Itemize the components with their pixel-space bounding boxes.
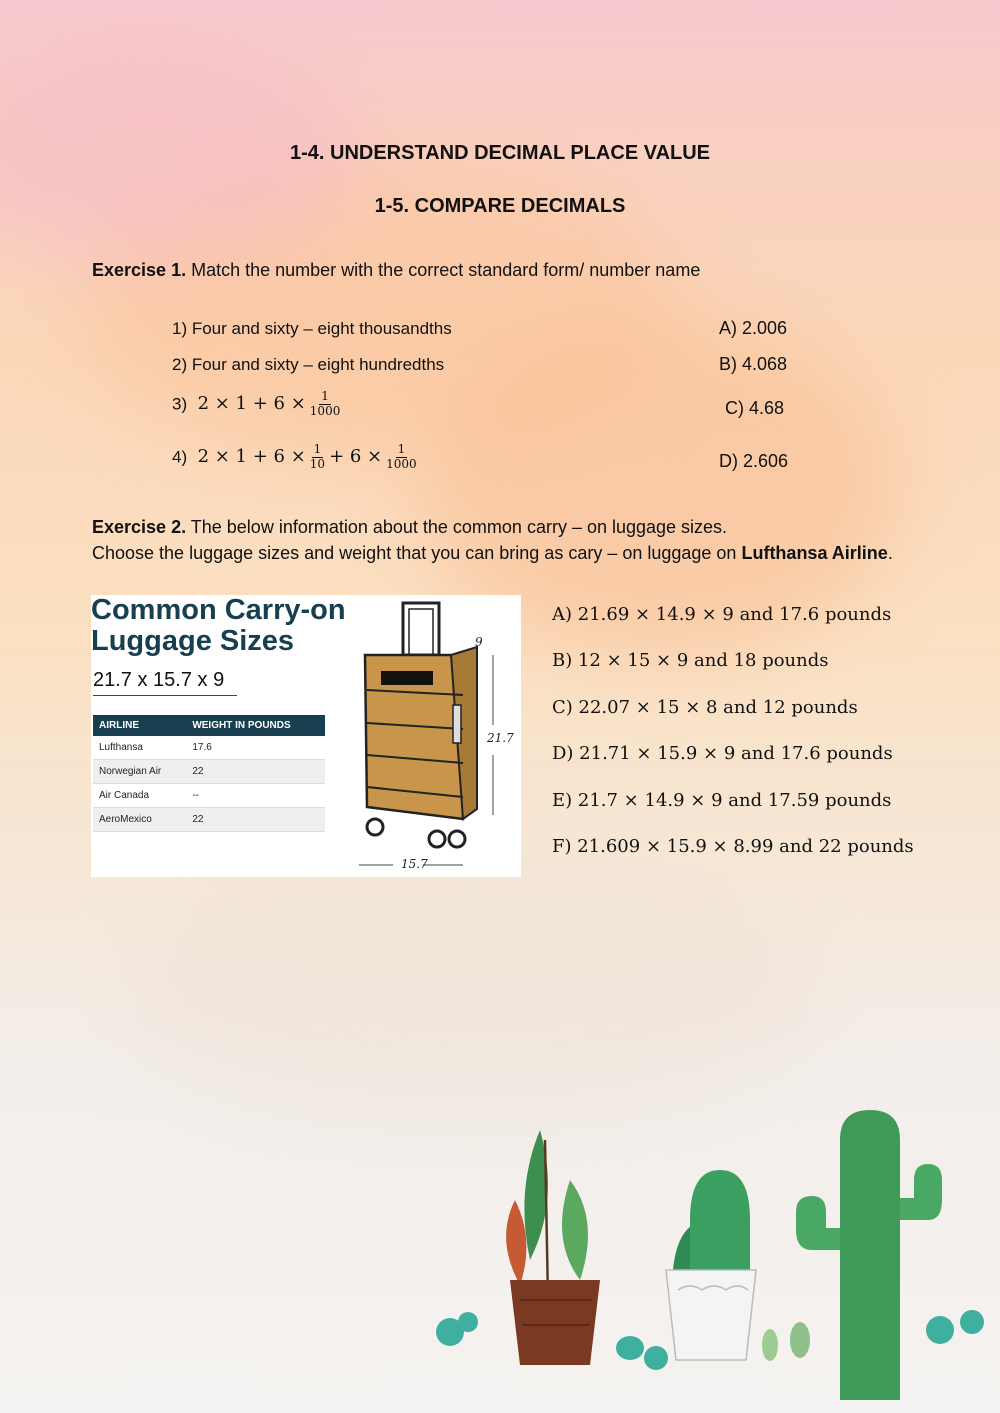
col-weight: WEIGHT IN POUNDS (186, 715, 325, 736)
exercise1-answer-a: A) 2.006 (719, 318, 788, 338)
sketch-height-label: 21.7 (487, 731, 514, 745)
weight-cell: -- (186, 784, 325, 808)
exercise2-label: Exercise 2. (92, 517, 187, 537)
exercise1-item-1: 1) Four and sixty – eight thousandths (172, 319, 452, 338)
cactus-illustration (420, 1100, 1000, 1413)
weight-cell: 22 (186, 760, 325, 784)
weight-cell: 17.6 (186, 736, 325, 760)
exercise2-option-d: D) 21.71 × 15.9 × 9 and 17.6 pounds (552, 743, 893, 764)
airline-cell: Lufthansa (93, 736, 186, 760)
heading-compare-decimals: 1-5. COMPARE DECIMALS (374, 195, 626, 217)
exercise2-option-f: F) 21.609 × 15.9 × 8.99 and 22 pounds (552, 836, 914, 857)
card-divider (93, 695, 237, 696)
col-airline: AIRLINE (93, 715, 186, 736)
exercise2-line2 (92, 543, 893, 564)
exercise2-option-e: E) 21.7 × 14.9 × 9 and 17.59 pounds (552, 790, 892, 811)
airline-cell: Air Canada (93, 784, 186, 808)
card-title (91, 595, 391, 657)
card-dimensions: 21.7 x 15.7 x 9 (93, 669, 225, 691)
exercise2-airline: Lufthansa Airline (741, 543, 888, 563)
heading-decimal-place-value: 1-4. UNDERSTAND DECIMAL PLACE VALUE (289, 142, 711, 164)
exercise2-instructions (92, 517, 727, 538)
exercise1-answer-b: B) 4.068 (719, 354, 788, 374)
exercise2-line2-pre: Choose the luggage sizes and weight that you can bring as cary – on luggage on (92, 543, 742, 563)
airline-cell: AeroMexico (93, 808, 186, 832)
exercise2-option-b: B) 12 × 15 × 9 and 18 pounds (552, 650, 829, 671)
exercise2-line2-post: . (887, 543, 893, 563)
exercise1-label: Exercise 1. (92, 260, 187, 280)
exercise1-instructions (92, 260, 700, 281)
card-title-line1: Common Carry-on (91, 595, 346, 626)
table-row (93, 784, 325, 808)
airline-cell: Norwegian Air (93, 760, 186, 784)
table-row (93, 760, 325, 784)
airline-weight-table (93, 715, 325, 832)
weight-cell: 22 (186, 808, 325, 832)
exercise1-text: Match the number with the correct standard form/ number name (191, 260, 701, 280)
table-header-row (93, 715, 325, 736)
exercise2-line1: The below information about the common carry – on luggage sizes. (190, 517, 728, 537)
table-row (93, 808, 325, 832)
exercise1-item-2: 2) Four and sixty – eight hundredths (172, 355, 445, 374)
item-3-number: 3) (172, 394, 188, 414)
bg-blob (120, 860, 820, 1120)
sketch-depth-label: 9 (475, 635, 483, 649)
exercise1-answer-c: C) 4.68 (725, 398, 785, 418)
exercise1-item-4 (172, 443, 421, 472)
card-title-line2: Luggage Sizes (91, 625, 295, 657)
sketch-width-label: 15.7 (401, 857, 428, 871)
exercise1-item-3 (172, 390, 344, 419)
item-4-expression: 2 × 1 + 6 × $\frac{1}{10}$ + 6 × $\frac{1}{1000}$ (191, 442, 417, 471)
table-row (93, 736, 325, 760)
exercise2-option-a: A) 21.69 × 14.9 × 9 and 17.6 pounds (552, 604, 892, 625)
exercise1-answer-d: D) 2.606 (719, 451, 789, 471)
item-4-number: 4) (172, 447, 188, 467)
exercise2-option-c: C) 22.07 × 15 × 8 and 12 pounds (552, 697, 858, 718)
luggage-infographic (91, 595, 521, 877)
item-3-expression: 2 × 1 + 6 × $\frac{1}{1000}$ (191, 389, 341, 418)
